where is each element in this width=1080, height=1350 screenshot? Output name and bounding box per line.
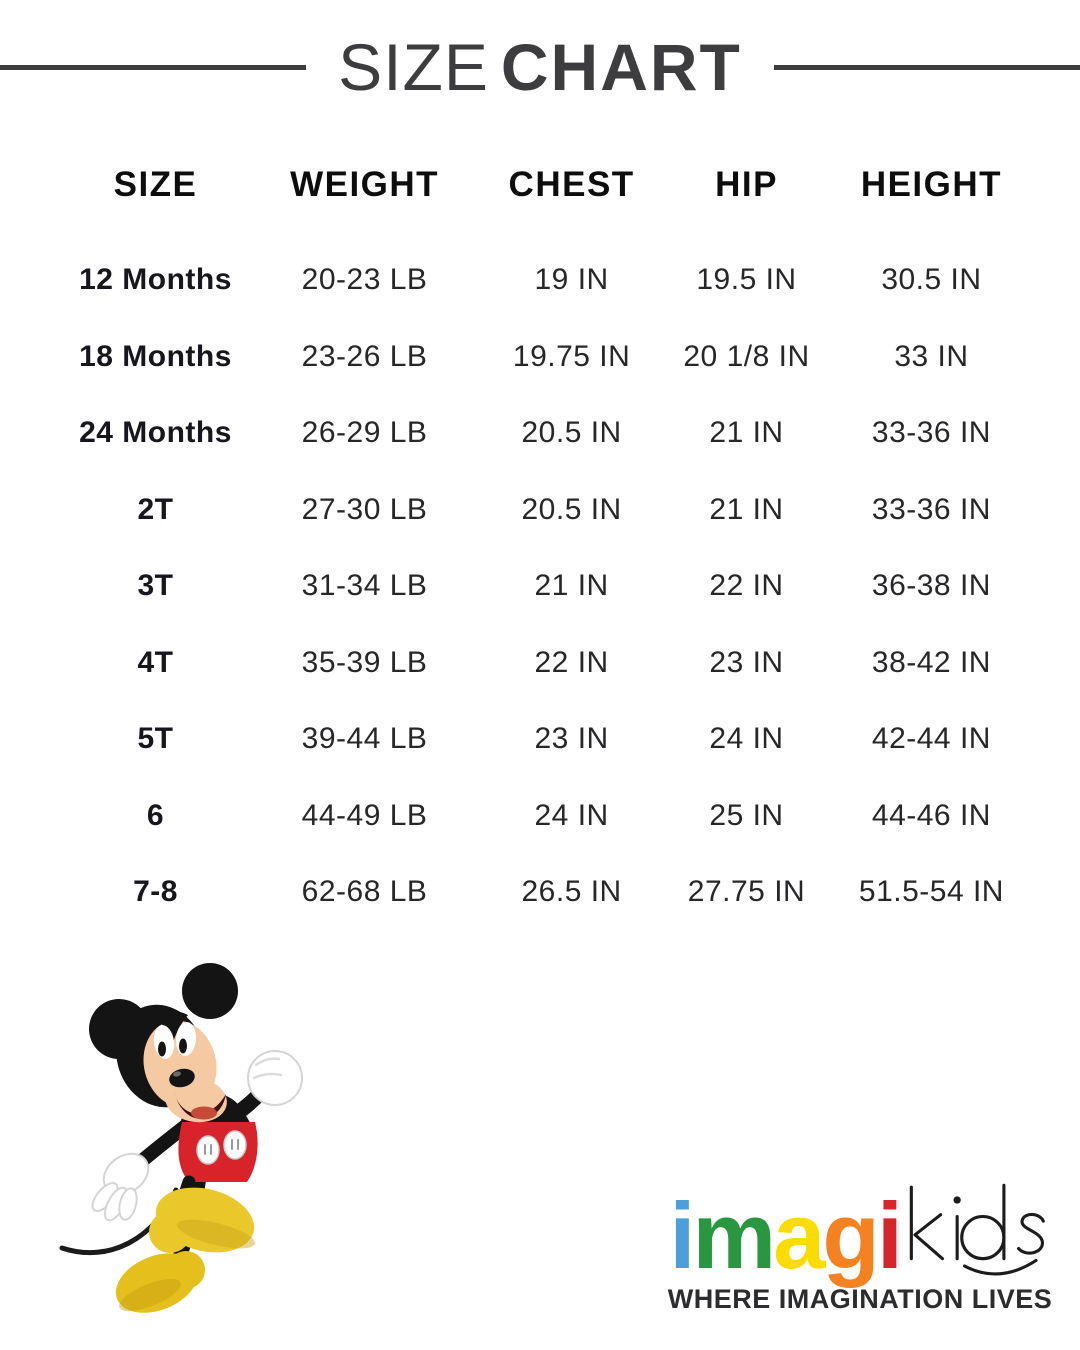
height-cell: 38-42 IN — [871, 645, 991, 679]
title-band — [0, 30, 1080, 104]
chest-cell: 23 IN — [534, 722, 609, 756]
weight-cell: 26-29 LB — [301, 416, 428, 450]
hip-cell: 25 IN — [709, 798, 784, 832]
weight-cell: 20-23 LB — [301, 263, 428, 297]
height-cell: 42-44 IN — [871, 722, 991, 756]
hip-cell: 24 IN — [709, 722, 784, 756]
mickey-mouse-illustration — [58, 952, 308, 1342]
weight-cell: 35-39 LB — [301, 645, 428, 679]
page-title — [338, 30, 742, 104]
size-cell: 18 Months — [79, 339, 232, 373]
mickey-ear-right — [182, 963, 238, 1019]
title-rule-left — [0, 65, 306, 70]
brand-tagline: WHERE IMAGINATION LIVES — [667, 1284, 1053, 1314]
mickey-glove-fist — [248, 1051, 302, 1105]
table-row — [55, 319, 1040, 396]
column-header-height: HEIGHT — [860, 165, 1003, 204]
hip-cell: 19.5 IN — [696, 263, 797, 297]
mickey-shoe-bottom — [107, 1242, 207, 1324]
weight-cell: 23-26 LB — [301, 339, 428, 373]
table-row — [55, 395, 1040, 472]
chest-cell: 22 IN — [534, 645, 609, 679]
table-row — [55, 778, 1040, 855]
height-cell: 33 IN — [894, 339, 969, 373]
chest-cell: 20.5 IN — [521, 416, 622, 450]
table-body — [55, 242, 1040, 931]
chest-cell: 20.5 IN — [521, 492, 622, 526]
table-row — [55, 472, 1040, 549]
logo-kids-wordmark — [904, 1178, 1051, 1288]
logo-letter-m: m — [692, 1182, 774, 1288]
hip-cell: 23 IN — [709, 645, 784, 679]
chest-cell: 24 IN — [534, 798, 609, 832]
hip-cell: 22 IN — [709, 569, 784, 603]
height-cell: 51.5-54 IN — [858, 875, 1004, 909]
logo-imagi-wordmark — [669, 1182, 900, 1288]
title-rule-right — [774, 65, 1080, 70]
height-cell: 33-36 IN — [871, 416, 991, 450]
height-cell: 36-38 IN — [871, 569, 991, 603]
weight-cell: 39-44 LB — [301, 722, 428, 756]
table-row — [55, 854, 1040, 931]
weight-cell: 31-34 LB — [301, 569, 428, 603]
logo-letter-g: g — [822, 1182, 877, 1288]
mickey-shoe-raised — [149, 1178, 261, 1262]
page-title-chart: CHART — [500, 30, 742, 104]
column-header-weight: WEIGHT — [290, 165, 440, 204]
size-cell: 6 — [146, 798, 165, 832]
chest-cell: 21 IN — [534, 569, 609, 603]
chest-cell: 19 IN — [534, 263, 609, 297]
size-cell: 2T — [137, 492, 174, 526]
height-cell: 33-36 IN — [871, 492, 991, 526]
mickey-shorts — [178, 1122, 257, 1182]
hip-cell: 21 IN — [709, 416, 784, 450]
logo-letter-i: i — [669, 1182, 693, 1288]
hip-cell: 21 IN — [709, 492, 784, 526]
chest-cell: 19.75 IN — [512, 339, 631, 373]
size-cell: 12 Months — [79, 263, 232, 297]
weight-cell: 44-49 LB — [301, 798, 428, 832]
table-row — [55, 242, 1040, 319]
column-header-chest: CHEST — [508, 165, 635, 204]
size-cell: 7-8 — [133, 875, 178, 909]
brand-block — [650, 1178, 1070, 1315]
table-header-row — [55, 158, 1040, 212]
logo-letter-a: a — [773, 1182, 823, 1288]
height-cell: 44-46 IN — [871, 798, 991, 832]
size-cell: 5T — [137, 722, 174, 756]
size-cell: 24 Months — [79, 416, 232, 450]
size-table — [55, 158, 1040, 931]
hip-cell: 20 1/8 IN — [683, 339, 810, 373]
column-header-hip: HIP — [715, 165, 778, 204]
imagikids-logo — [650, 1178, 1070, 1288]
table-row — [55, 625, 1040, 702]
height-cell: 30.5 IN — [881, 263, 982, 297]
chest-cell: 26.5 IN — [521, 875, 622, 909]
logo-letter-i: i — [876, 1182, 900, 1288]
size-cell: 4T — [137, 645, 174, 679]
hip-cell: 27.75 IN — [687, 875, 806, 909]
table-row — [55, 701, 1040, 778]
size-cell: 3T — [137, 569, 174, 603]
logo-smile-swoosh — [964, 1260, 1035, 1273]
weight-cell: 62-68 LB — [301, 875, 428, 909]
column-header-size: SIZE — [113, 165, 198, 204]
table-row — [55, 548, 1040, 625]
weight-cell: 27-30 LB — [301, 492, 428, 526]
page-title-size: SIZE — [338, 30, 489, 104]
